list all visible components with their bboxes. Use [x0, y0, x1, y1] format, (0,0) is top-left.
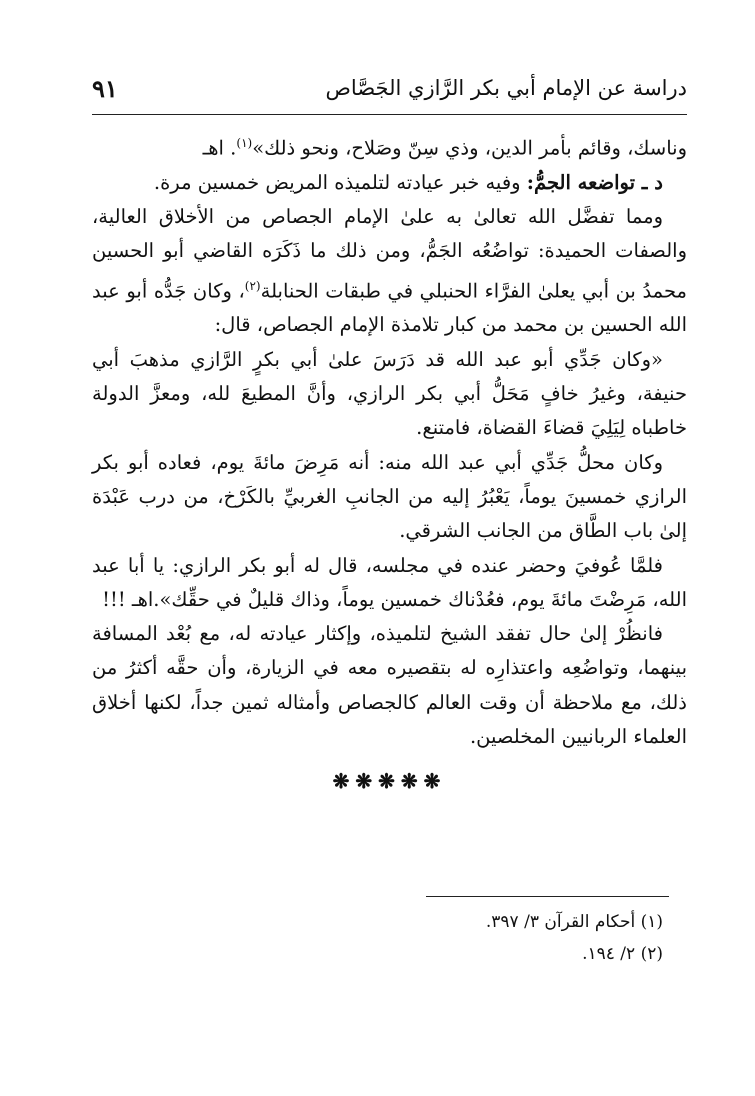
paragraph-2 — [92, 200, 687, 343]
footnote-divider — [426, 896, 669, 897]
paragraph-1 — [92, 126, 687, 166]
page-number: ٩١ — [92, 74, 118, 103]
section-separator: ❋❋❋❋❋ — [332, 769, 447, 794]
section-heading — [92, 166, 687, 200]
footnote-1: (١) أحكام القرآن ٣/ ٣٩٧. — [485, 912, 663, 932]
section-heading-label: د ـ تواضعه الجمُّ: — [526, 170, 663, 194]
footnote-ref-2: (٢) — [244, 278, 261, 293]
footnotes — [363, 906, 663, 970]
page-header — [92, 74, 687, 115]
footnote-ref-1: (١) — [236, 136, 253, 150]
paragraph-1-end: . اهـ — [202, 136, 237, 160]
main-text — [92, 126, 687, 799]
paragraph-3: «وكان جَدِّي أبو عبد الله قد دَرَسَ علىٰ أبي بكرٍ الرَّازي مذهبَ أبي حنيفة، وغيرُ خافٍ مَحَلُّ أبي بكر الرازي، وأنَّ المطيعَ لله، ومعزَّ الدولة خاطباه لِيَلِيَ قضاءَ القضاة، فامتنع. — [92, 347, 687, 440]
running-title: دراسة عن الإمام أبي بكر الرَّازي الجَصَّاص — [325, 76, 687, 100]
section-heading-text: وفيه خبر عيادته لتلميذه المريض خمسين مرة. — [153, 170, 527, 194]
paragraph-5: فلمَّا عُوفيَ وحضر عنده في مجلسه، قال له أبو بكر الرازي: يا أبا عبد الله، مَرِضْتَ مائةَ يوم، فعُدْناك خمسين يوماً، وذاك قليلٌ في حقِّك».اهـ !!! — [92, 553, 687, 611]
paragraph-6: فانظُرْ إلىٰ حال تفقد الشيخ لتلميذه، وإكثار عيادته له، مع بُعْد المسافة بينهما، وتواضُعِه واعتذارِه له بتقصيره معه في الزيارة، وأن حقَّه أكثرُ من ذلك، مع ملاحظة أن وقت العالم كالجصاص وأمثاله ثمين جداً، لكنها أخلاق العلماء الربانيين المخلصين. — [92, 622, 687, 749]
paragraph-4: وكان محلُّ جَدِّي أبي عبد الله منه: أنه مَرِضَ مائةَ يوم، فعاده أبو بكر الرازي خمسينَ يوماً، يَعْبُرُ إليه من الجانبِ الغربيِّ بالكَرْخ، من درب عَبْدَة إلىٰ باب الطَّاق من الجانب الشرقي. — [92, 450, 687, 543]
footnote-2: (٢) ٢/ ١٩٤. — [582, 944, 663, 964]
paragraph-2-end: ، وكان جَدُّه أبو عبد الله الحسين بن محمد من كبار تلامذة الإمام الجصاص، قال: — [92, 279, 687, 337]
paragraph-1-text: وناسك، وقائم بأمر الدين، وذي سِنّ وصَلاح، ونحو ذلك» — [252, 136, 687, 160]
paragraph-2-text: ومما تفضَّل الله تعالىٰ به علىٰ الإمام الجصاص من الأخلاق العالية، والصفات الحميدة: تواضُعُه الجَمُّ، ومن ذلك ما ذَكَرَه القاضي أبو الحسين محمدُ بن أبي يعلىٰ الفرَّاء الحنبلي في طبقات الحنابلة — [92, 205, 687, 303]
